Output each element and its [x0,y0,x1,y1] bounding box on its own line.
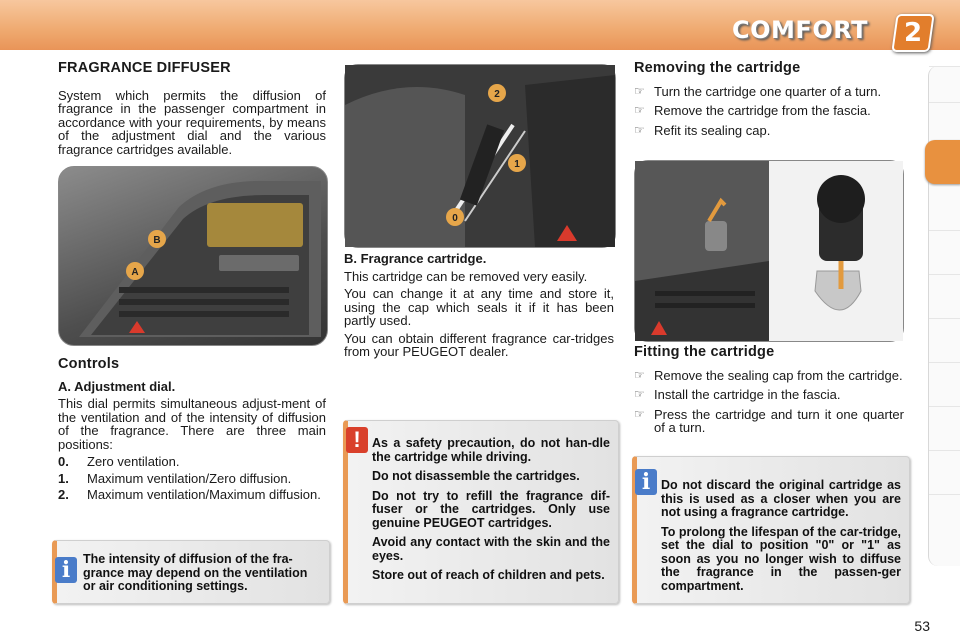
chapter-banner [0,0,960,50]
controls-heading: Controls [58,356,120,372]
cartridge-text: You can obtain different fragrance car-tridges from your PEUGEOT dealer. [344,330,614,359]
photo-label-a: A [131,267,139,278]
position-item [58,488,326,502]
hand-pointer-icon: ☞ [634,367,645,382]
fitting-step: ☞ Install the cartridge in the fascia. [634,387,841,402]
left-column [58,62,326,160]
removing-step: ☞ Refit its sealing cap. [634,122,771,138]
dial-label-2: 2 [494,89,500,100]
dial-label-0: 0 [452,213,458,224]
warning-item: Do not disassemble the cartridges. [372,469,580,483]
section-heading: FRAGRANCE DIFFUSER [58,60,231,76]
intro-text: System which permits the diffusion of fragrance in the passenger compartment in accordance with your requirements, by means of the adjustment dial and the various fragrance cartridges available. [58,87,326,157]
fitting-heading: Fitting the cartridge [634,344,775,360]
position-item [58,472,326,486]
warning-item: As a safety precaution, do not han-dle the cartridge while driving. [372,436,610,464]
info-note-text: The intensity of diffusion of the fra-grance may depend on the ventilation or air conditioning settings. [83,552,308,593]
dial-text: This dial permits simultaneous adjust-ment of the ventilation and of the intensity of diffusion of the fragrance. There are three main positions: [58,396,326,452]
position-text: Maximum ventilation/Maximum diffusion. [87,487,321,502]
warning-item: Do not try to refill the fragrance dif-fuser or the cartridges. Only use genuine PEUGEOT cartridges. [372,488,610,530]
middle-column [344,252,614,363]
warning-text [372,437,610,589]
chapter-tab[interactable] [929,494,960,539]
cartridge-illustration [635,161,903,341]
chapter-tab[interactable] [929,318,960,363]
chapter-tab[interactable] [929,406,960,451]
info-note-right [632,456,910,604]
info-note-left [52,540,330,604]
removing-step: ☞ Remove the cartridge from the fascia. [634,103,871,118]
cartridge-photo [634,160,904,342]
info-icon: i [55,557,77,583]
cartridge-text: You can change it at any time and store it, using the cap which seals it if it has been partly used. [344,286,614,328]
hand-pointer-icon: ☞ [634,406,645,421]
hand-pointer-icon: ☞ [634,122,645,137]
dial-photo [344,64,616,248]
info-item: Do not discard the original cartridge as this is used as a closer when you are not using a fragrance cartridge. [661,478,901,519]
cartridge-text: This cartridge can be removed very easily. [344,268,588,284]
fitting-step: ☞ Remove the sealing cap from the cartridge. [634,367,903,383]
position-key: 1. [58,470,69,486]
position-key: 2. [58,487,69,502]
position-text: Maximum ventilation/Zero diffusion. [87,470,292,486]
dashboard-photo [58,166,328,346]
chapter-tab-active[interactable] [925,140,960,184]
controls-section [58,358,326,505]
dial-title: A. Adjustment dial. [58,378,176,394]
position-item [58,455,326,469]
warning-item: Avoid any contact with the skin and the eyes. [372,535,610,563]
warning-note [343,420,619,604]
dial-label-1: 1 [514,159,520,170]
removing-section [634,62,904,143]
removing-step: ☞ Turn the cartridge one quarter of a turn. [634,83,882,99]
warning-icon: ! [346,427,368,453]
chapter-tab[interactable] [929,362,960,407]
photo-label-b: B [153,235,161,246]
warning-item: Store out of reach of children and pets. [372,568,605,582]
info-icon: i [635,469,657,495]
hand-pointer-icon: ☞ [634,387,645,401]
dashboard-illustration [59,167,327,345]
cartridge-title: B. Fragrance cartridge. [344,251,487,266]
fitting-step: ☞ Press the cartridge and turn it one quarter of a turn. [634,406,904,435]
info-note-text [661,479,901,599]
hand-pointer-icon: ☞ [634,103,645,117]
info-item: To prolong the lifespan of the car-tridge, set the dial to position "0" or "1" as soon as you no longer wish to diffuse the fragrance in the passen-ger compartment. [661,524,901,593]
position-text: Zero ventilation. [87,454,180,469]
chapter-tabs [928,66,960,566]
chapter-title: COMFORT [732,16,868,44]
hand-pointer-icon: ☞ [634,83,645,98]
chapter-tab[interactable] [929,230,960,275]
chapter-tab[interactable] [929,274,960,319]
chapter-tab[interactable] [929,450,960,495]
removing-heading: Removing the cartridge [634,60,801,76]
chapter-number: 2 [903,18,923,48]
chapter-number-badge [891,14,934,52]
page-number: 53 [914,618,930,634]
dial-illustration [345,65,615,247]
position-key: 0. [58,454,69,469]
fitting-section [634,346,904,441]
